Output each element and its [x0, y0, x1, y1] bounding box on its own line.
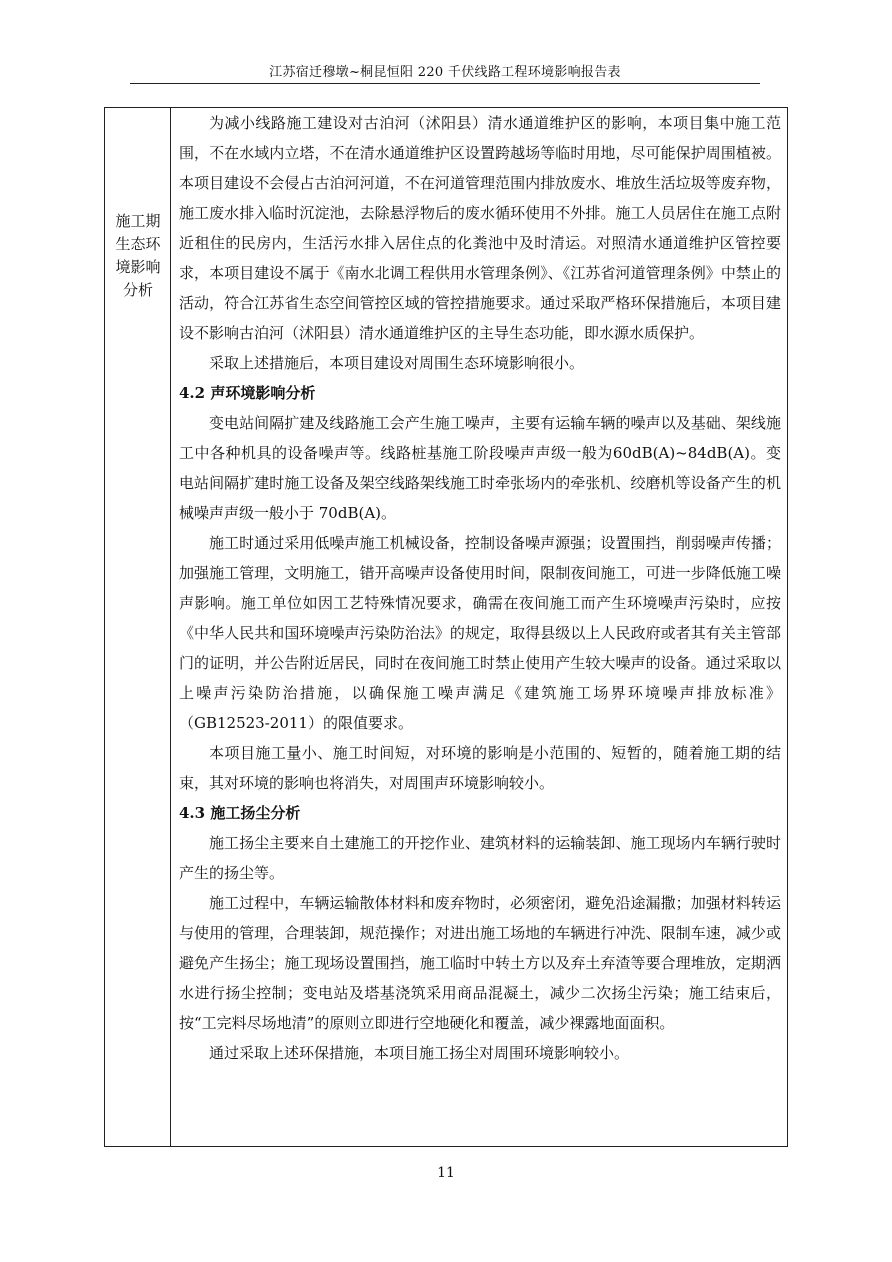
page-number: 11 [437, 1165, 455, 1181]
content-cell [179, 108, 781, 1068]
paragraph-noise-sources: 变电站间隔扩建及线路施工会产生施工噪声，主要有运输车辆的噪声以及基础、架线施工中各种机具的设备噪声等。线路桩基施工阶段噪声声级一般为60dB(A)~84dB(A)。变电站间隔扩建时施工设备及架空线路架线施工时牵张场内的牵张机、绞磨机等设备产生的机械噪声声级一般小于 70dB(A)。 [179, 414, 781, 522]
header-divider [130, 83, 760, 84]
section-heading-dust: 4.3 施工扬尘分析 [179, 804, 301, 822]
row-label-cell [105, 108, 171, 1146]
paragraph-ecology-conclusion: 采取上述措施后，本项目建设对周围生态环境影响很小。 [209, 354, 585, 372]
paragraph-dust-measures: 施工过程中，车辆运输散体材料和废弃物时，必须密闭，避免沿途漏撒；加强材料转运与使用的管理，合理装卸，规范操作；对进出施工场地的车辆进行冲洗、限制车速，减少或避免产生扬尘；施工现场设置围挡，施工临时中转土方以及弃土弃渣等要合理堆放，定期洒水进行扬尘控制；变电站及塔基浇筑采用商品混凝土，减少二次扬尘污染；施工结束后，按“工完料尽场地清”的原则立即进行空地硬化和覆盖，减少裸露地面面积。 [179, 894, 781, 1032]
document-header-title: 江苏宿迁穆墩~桐昆恒阳 220 千伏线路工程环境影响报告表 [269, 65, 621, 80]
row-label: 施工期生态环境影响分析 [115, 212, 161, 299]
paragraph-dust-sources: 施工扬尘主要来自土建施工的开挖作业、建筑材料的运输装卸、施工现场内车辆行驶时产生的扬尘等。 [179, 834, 781, 882]
paragraph-dust-conclusion: 通过采取上述环保措施，本项目施工扬尘对周围环境影响较小。 [209, 1044, 630, 1062]
paragraph-noise-measures: 施工时通过采用低噪声施工机械设备，控制设备噪声源强；设置围挡，削弱噪声传播；加强施工管理，文明施工，错开高噪声设备使用时间，限制夜间施工，可进一步降低施工噪声影响。施工单位如因工艺特殊情况要求，确需在夜间施工而产生环境噪声污染时，应按《中华人民共和国环境噪声污染防治法》的规定，取得县级以上人民政府或者其有关主管部门的证明，并公告附近居民，同时在夜间施工时禁止使用产生较大噪声的设备。通过采取以上噪声污染防治措施，以确保施工噪声满足《建筑施工场界环境噪声排放标准》（GB12523-2011）的限值要求。 [179, 534, 781, 732]
report-table [104, 107, 788, 1147]
paragraph-noise-conclusion: 本项目施工量小、施工时间短，对环境的影响是小范围的、短暂的，随着施工期的结束，其对环境的影响也将消失，对周围声环境影响较小。 [179, 744, 781, 792]
paragraph-ecology-measures: 为减小线路施工建设对古泊河（沭阳县）清水通道维护区的影响，本项目集中施工范围，不在水域内立塔，不在清水通道维护区设置跨越场等临时用地，尽可能保护周围植被。本项目建设不会侵占古泊河河道，不在河道管理范围内排放废水、堆放生活垃圾等废弃物，施工废水排入临时沉淀池，去除悬浮物后的废水循环使用不外排。施工人员居住在施工点附近租住的民房内，生活污水排入居住点的化粪池中及时清运。对照清水通道维护区管控要求，本项目建设不属于《南水北调工程供用水管理条例》、《江苏省河道管理条例》中禁止的活动，符合江苏省生态空间管控区域的管控措施要求。通过采取严格环保措施后，本项目建设不影响古泊河（沭阳县）清水通道维护区的主导生态功能，即水源水质保护。 [179, 114, 781, 342]
section-heading-noise: 4.2 声环境影响分析 [179, 384, 316, 402]
